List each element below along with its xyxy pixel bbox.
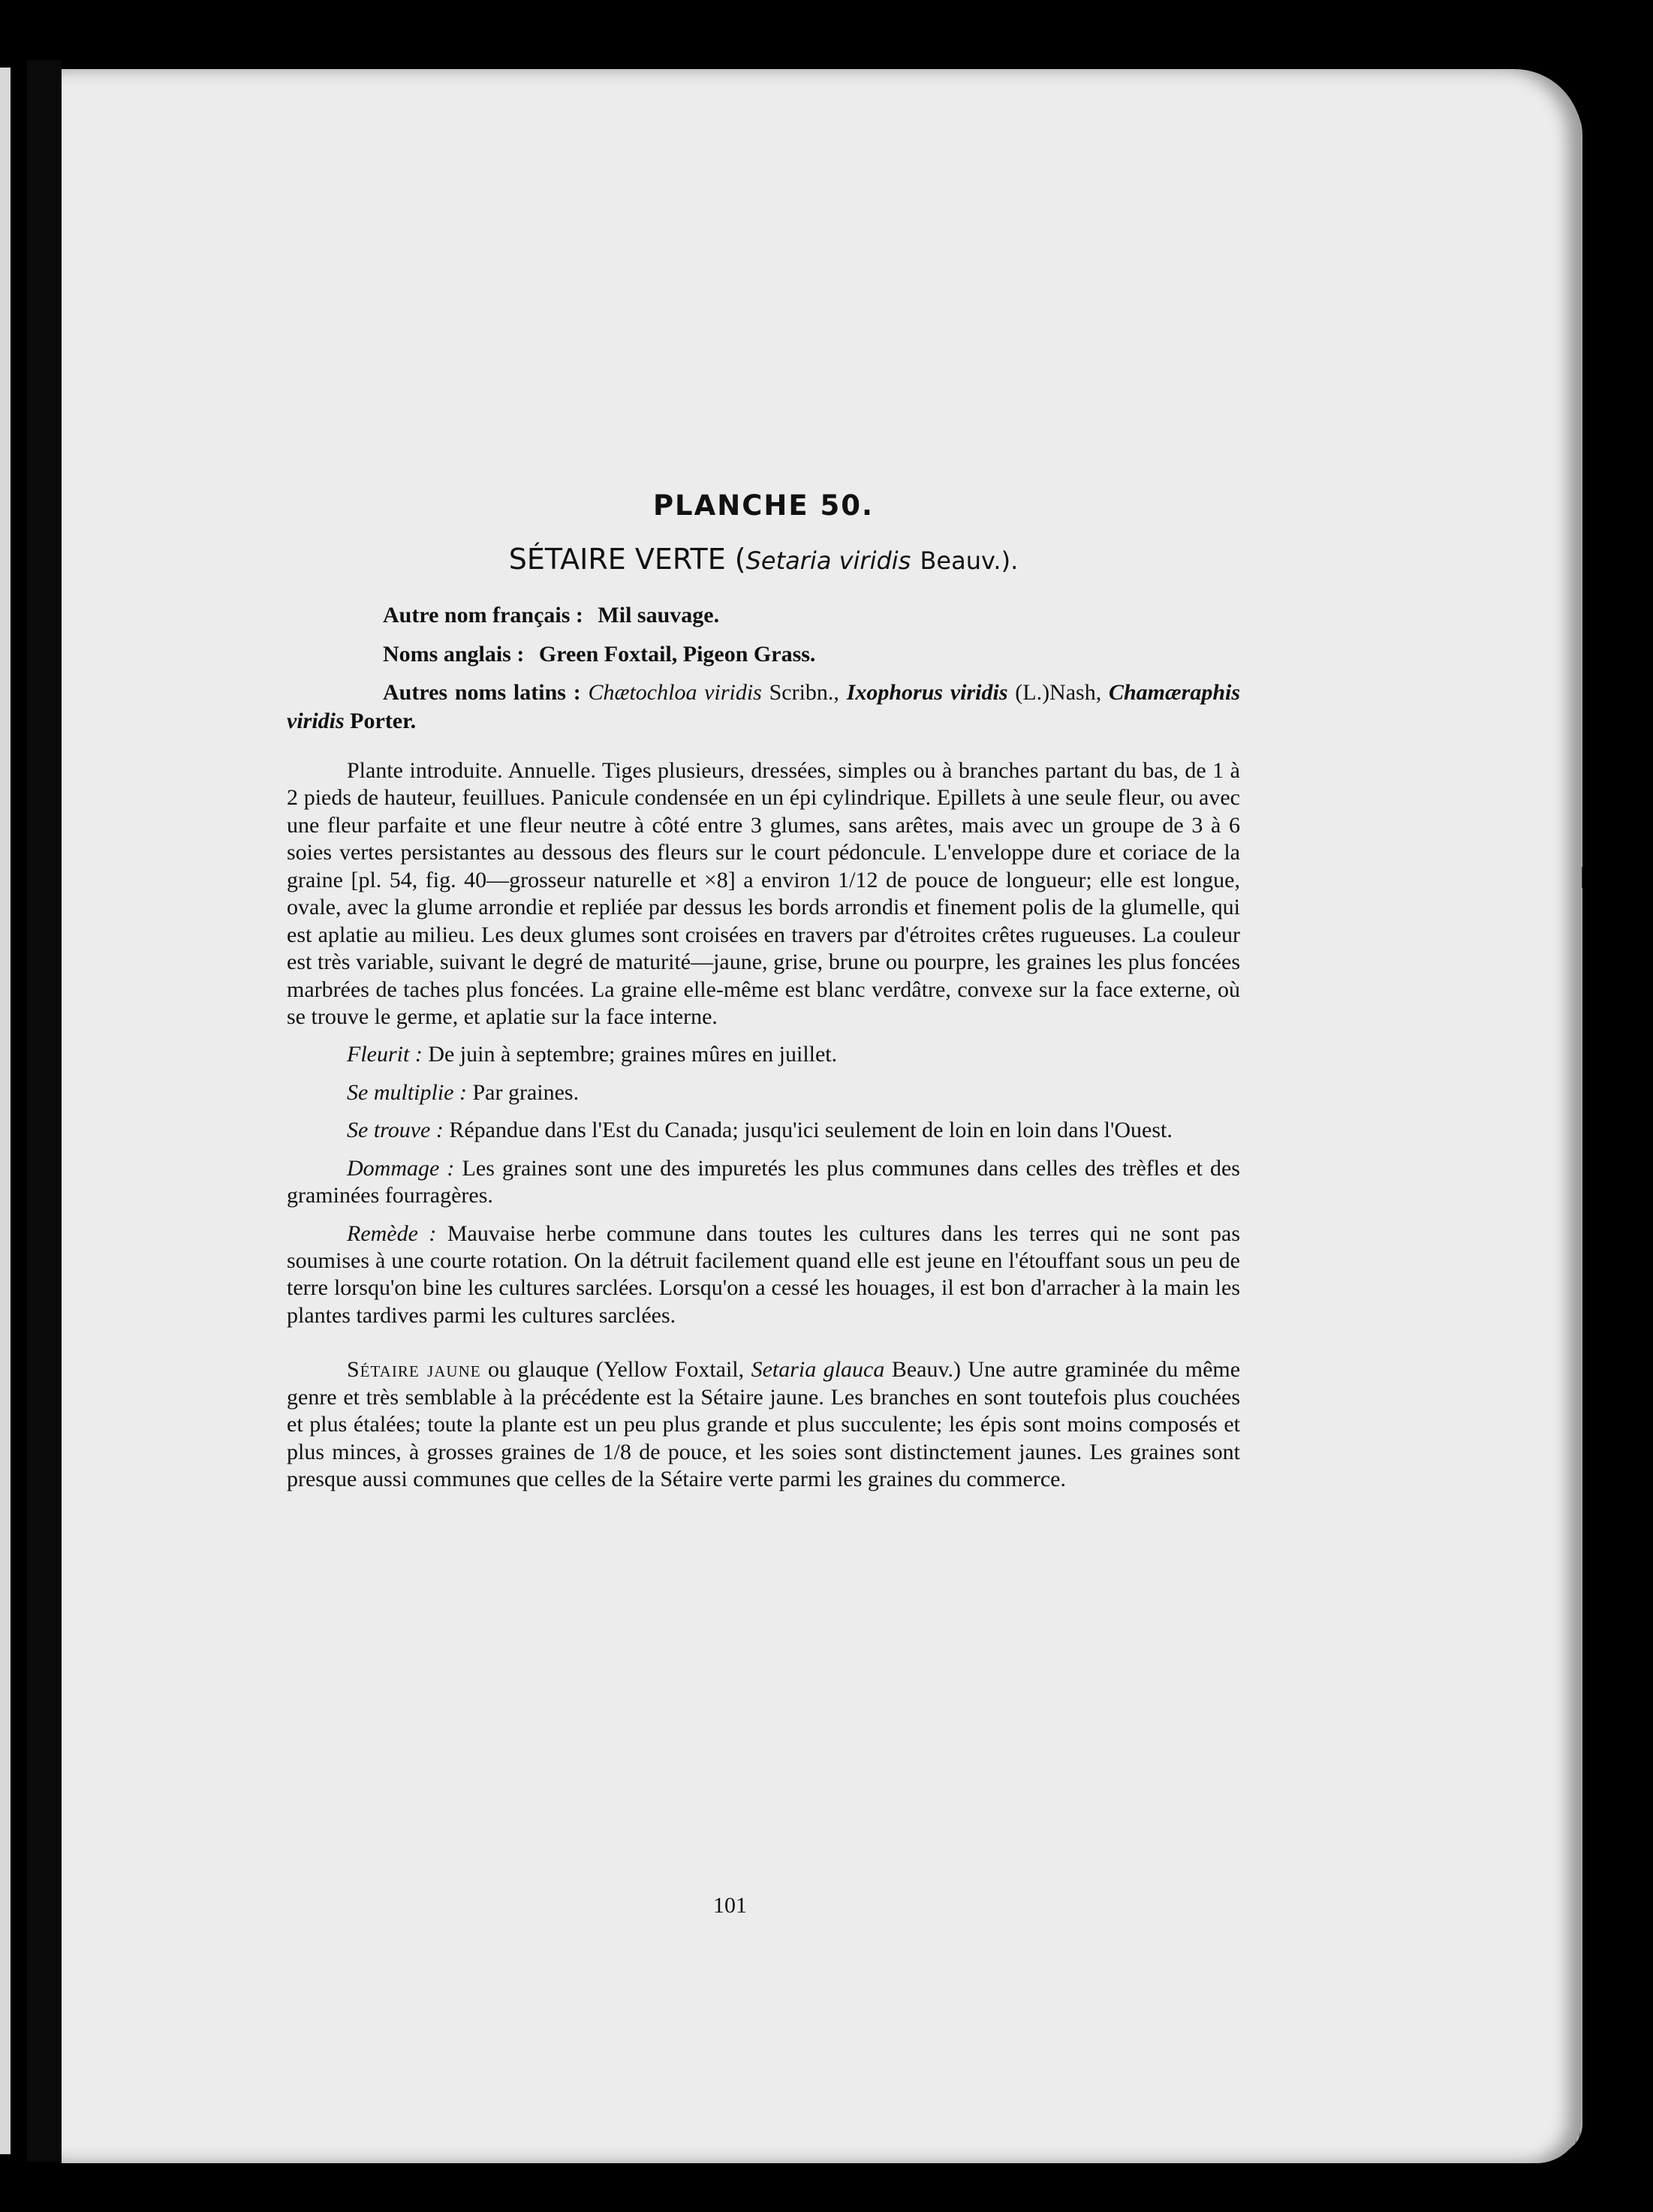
page-content [287, 489, 1240, 1504]
alt-species-name: Sétaire jaune [347, 1357, 481, 1383]
field-label: Remède : [347, 1220, 437, 1246]
field-propagation [287, 1079, 1240, 1106]
latin-synonym-3-author: Porter. [350, 708, 417, 733]
english-names-value: Green Foxtail, Pigeon Grass. [538, 641, 816, 667]
french-name-line [287, 601, 1240, 630]
book-page [62, 69, 1582, 2163]
field-text: Répandue dans l'Est du Canada; jusqu'ici seulement de loin en loin dans l'Ouest. [449, 1118, 1173, 1143]
latin-synonym-3: Chamæraphis viridis [287, 680, 1241, 733]
adjacent-page-edge [0, 68, 11, 2154]
latin-names-label: Autres noms latins : [383, 680, 581, 705]
page-number: 101 [713, 1893, 747, 1918]
field-flowering [287, 1041, 1240, 1068]
latin-author: Beauv.). [920, 546, 1019, 575]
latin-names-line [287, 679, 1240, 735]
latin-synonym-2: Ixophorus viridis [846, 680, 1008, 705]
names-block [287, 601, 1240, 735]
description-paragraph: Plante introduite. Annuelle. Tiges plusieurs, dressées, simples ou à branches partant du bas, de 1 à 2 pieds de hauteur, feuillues. Panicule condensée en un épi cylindrique. Epillets à une seule fleur, ou avec une fleur parfaite et une fleur neutre à côté entre 3 glumes, sans arêtes, mais avec un groupe de 3 à 6 soies vertes persistantes au dessous des fleurs sur le court pédoncule. L'enveloppe dure et coriace de la graine [pl. 54, fig. 40—grosseur naturelle et ×8] a environ 1/12 de pouce de longueur; elle est longue, ovale, avec la glume arrondie et repliée par dessus les bords arrondis et finement polis de la glumelle, qui est aplatie au milieu. Les deux glumes sont croisées en travers par d'étroites crêtes rugueuses. La couleur est très variable, suivant le degré de maturité—jaune, grise, brune ou pourpre, les graines les plus foncées marbrées de taches plus foncées. La graine elle-même est blanc verdâtre, convexe sur la face externe, où se trouve le germe, et aplatie sur la face interne. [287, 758, 1240, 1029]
latin-synonym-2-author: (L.)Nash, [1015, 680, 1102, 705]
latin-synonym-1: Chætochloa viridis [588, 680, 762, 705]
french-name-value: Mil sauvage. [598, 603, 720, 627]
plate-number: PLANCHE 50. [652, 489, 875, 522]
french-name-label: Autre nom français : [383, 603, 583, 627]
english-names-label: Noms anglais : [383, 641, 525, 667]
field-text: Par graines. [472, 1079, 580, 1105]
field-text: Les graines sont une des impuretés les plus communes dans celles des trèfles et des graminées fourragères. [287, 1155, 1240, 1208]
field-text: De juin à septembre; graines mûres en juillet. [428, 1042, 838, 1067]
field-text: Mauvaise herbe commune dans toutes les cultures dans les terres qui ne sont pas soumises à une courte rotation. On la détruit facilement quand elle est jeune en l'étouffant sous un peu de terre lorsqu'on bine les cultures sarclées. Lorsqu'on a cessé les houages, il est bon d'arracher à la main les plantes tardives parmi les cultures sarclées. [287, 1220, 1240, 1328]
plate-title: SÉTAIRE VERTE (Setaria viridis Beauv.). [508, 543, 1019, 576]
field-label: Se multiplie : [347, 1079, 467, 1105]
body-text [287, 757, 1240, 1494]
latin-name: Setaria viridis [745, 546, 911, 575]
alt-species-latin: Setaria glauca [751, 1357, 885, 1383]
field-damage [287, 1155, 1240, 1210]
field-remedy [287, 1220, 1240, 1330]
field-label: Fleurit : [347, 1042, 423, 1067]
latin-synonym-1-author: Scribn., [769, 680, 839, 705]
binding-gutter [27, 60, 62, 2162]
alt-species-text: Une autre graminée du même genre et très semblable à la précédente est la Sétaire jaune. Les branches en sont toutefois plus couchées et plus étalées; toute la plante est un peu plus grande et plus succulente; les épis sont moins composés et plus minces, à grosses graines de 1/8 de pouce, et les soies sont distinctement jaunes. Les graines sont presque aussi communes que celles de la Sétaire verte parmi les graines du commerce. [287, 1357, 1241, 1492]
page-edge-mark [1580, 867, 1596, 888]
english-names-line [287, 640, 1240, 669]
field-label: Se trouve : [347, 1118, 444, 1143]
alt-species-name-tail: ou glauque (Yellow Foxtail, [488, 1357, 745, 1383]
common-name: SÉTAIRE VERTE [508, 543, 726, 576]
field-distribution [287, 1117, 1240, 1144]
alt-species-author: Beauv.) [891, 1357, 961, 1383]
field-label: Dommage : [347, 1155, 455, 1181]
alt-species-paragraph [287, 1356, 1240, 1493]
